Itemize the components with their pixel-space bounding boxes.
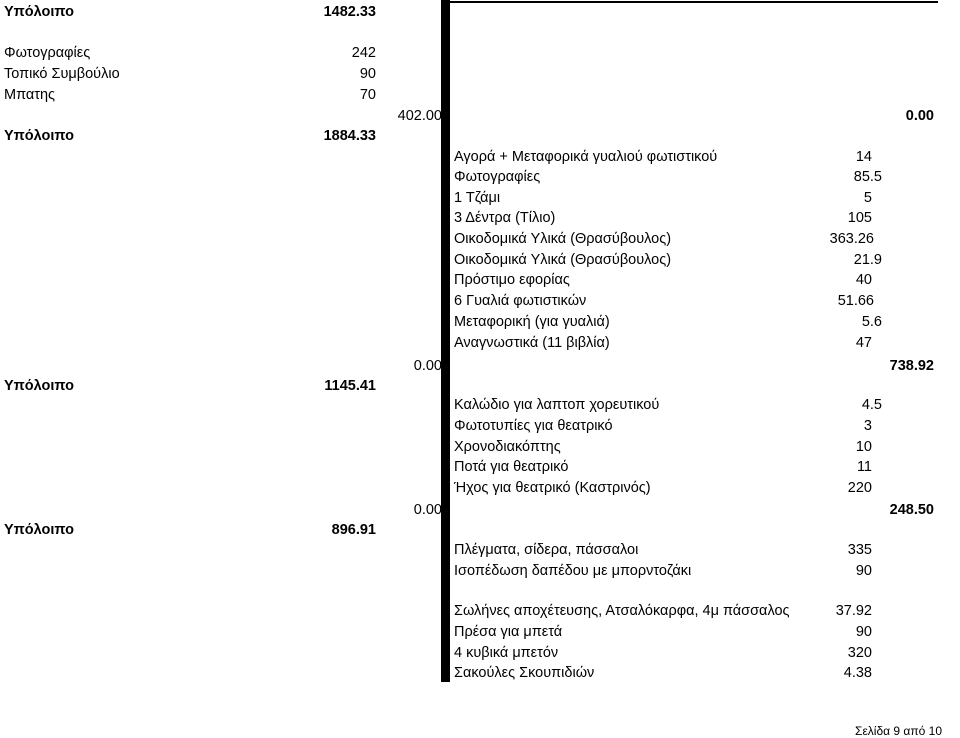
expense-label: Φωτοτυπίες για θεατρικό	[454, 418, 613, 434]
income-value: 70	[359, 87, 376, 103]
expense-label: Σακούλες Σκουπιδιών	[454, 665, 595, 681]
income-label: Φωτογραφίες	[4, 45, 91, 61]
expense-value: 5	[863, 190, 872, 206]
expense-value: 40	[855, 272, 872, 288]
expense-label: 6 Γυαλιά φωτιστικών	[454, 293, 587, 309]
balance-label: Υπόλοιπο	[4, 522, 74, 538]
top-border-line	[450, 1, 938, 3]
income-value: 242	[351, 45, 376, 61]
expense-value: 37.92	[835, 603, 872, 619]
expense-value: 47	[855, 335, 872, 351]
expense-value: 363.26	[829, 231, 874, 247]
expense-label: Ισοπέδωση δαπέδου με μπορντοζάκι	[454, 563, 692, 579]
expense-label: Ποτά για θεατρικό	[454, 459, 569, 475]
expense-label: Πρόστιμο εφορίας	[454, 272, 570, 288]
expense-value: 51.66	[837, 293, 874, 309]
expense-label: 1 Τζάμι	[454, 190, 501, 206]
expense-label: Οικοδομικά Υλικά (Θρασύβουλος)	[454, 252, 672, 268]
expense-value: 10	[855, 439, 872, 455]
expense-value: 11	[856, 459, 872, 475]
expense-value: 85.5	[853, 169, 882, 185]
expense-value: 90	[855, 624, 872, 640]
column-divider-bar	[441, 0, 450, 682]
expense-value: 335	[847, 542, 872, 558]
expense-value: 105	[847, 210, 872, 226]
expense-label: Σωλήνες αποχέτευσης, Ατσαλόκαρφα, 4μ πάσσαλος	[454, 603, 790, 619]
balance-value: 1145.41	[324, 378, 376, 394]
expense-label: Πρέσα για μπετά	[454, 624, 563, 640]
balance-value: 1884.33	[323, 128, 376, 144]
balance-label: Υπόλοιπο	[4, 128, 74, 144]
subtotal-value: 0.00	[413, 358, 442, 374]
income-label: Τοπικό Συμβούλιο	[4, 66, 120, 82]
expense-value: 220	[847, 480, 872, 496]
balance-value: 896.91	[331, 522, 376, 538]
expense-value: 90	[855, 563, 872, 579]
expense-label: 4 κυβικά μπετόν	[454, 645, 559, 661]
expense-value: 4.38	[843, 665, 872, 681]
page-number: Σελίδα 9 από 10	[855, 724, 942, 738]
expense-value: 14	[855, 149, 872, 165]
balance-label: Υπόλοιπο	[4, 378, 74, 394]
expense-label: 3 Δέντρα (Τίλιο)	[454, 210, 556, 226]
income-label: Μπατης	[4, 87, 56, 103]
group-total-value: 738.92	[889, 358, 934, 374]
expense-value: 4.5	[861, 397, 882, 413]
group-total-value: 0.00	[905, 108, 934, 124]
expense-label: Φωτογραφίες	[454, 169, 541, 185]
group-total-value: 248.50	[889, 502, 934, 518]
subtotal-value: 402.00	[397, 108, 442, 124]
expense-label: Ήχος για θεατρικό (Καστρινός)	[454, 480, 651, 496]
balance-value: 1482.33	[323, 4, 376, 20]
expense-value: 320	[847, 645, 872, 661]
expense-label: Οικοδομικά Υλικά (Θρασύβουλος)	[454, 231, 672, 247]
expense-value: 21.9	[853, 252, 882, 268]
expense-label: Χρονοδιακόπτης	[454, 439, 561, 455]
expense-label: Μεταφορική (για γυαλιά)	[454, 314, 610, 330]
expense-value: 3	[863, 418, 872, 434]
expense-label: Πλέγματα, σίδερα, πάσσαλοι	[454, 542, 639, 558]
balance-label: Υπόλοιπο	[4, 4, 74, 20]
income-value: 90	[359, 66, 376, 82]
expense-label: Αγορά + Μεταφορικά γυαλιού φωτιστικού	[454, 149, 718, 165]
expense-label: Καλώδιο για λαπτοπ χορευτικού	[454, 397, 660, 413]
subtotal-value: 0.00	[413, 502, 442, 518]
expense-label: Αναγνωστικά (11 βιβλία)	[454, 335, 610, 351]
expense-value: 5.6	[861, 314, 882, 330]
